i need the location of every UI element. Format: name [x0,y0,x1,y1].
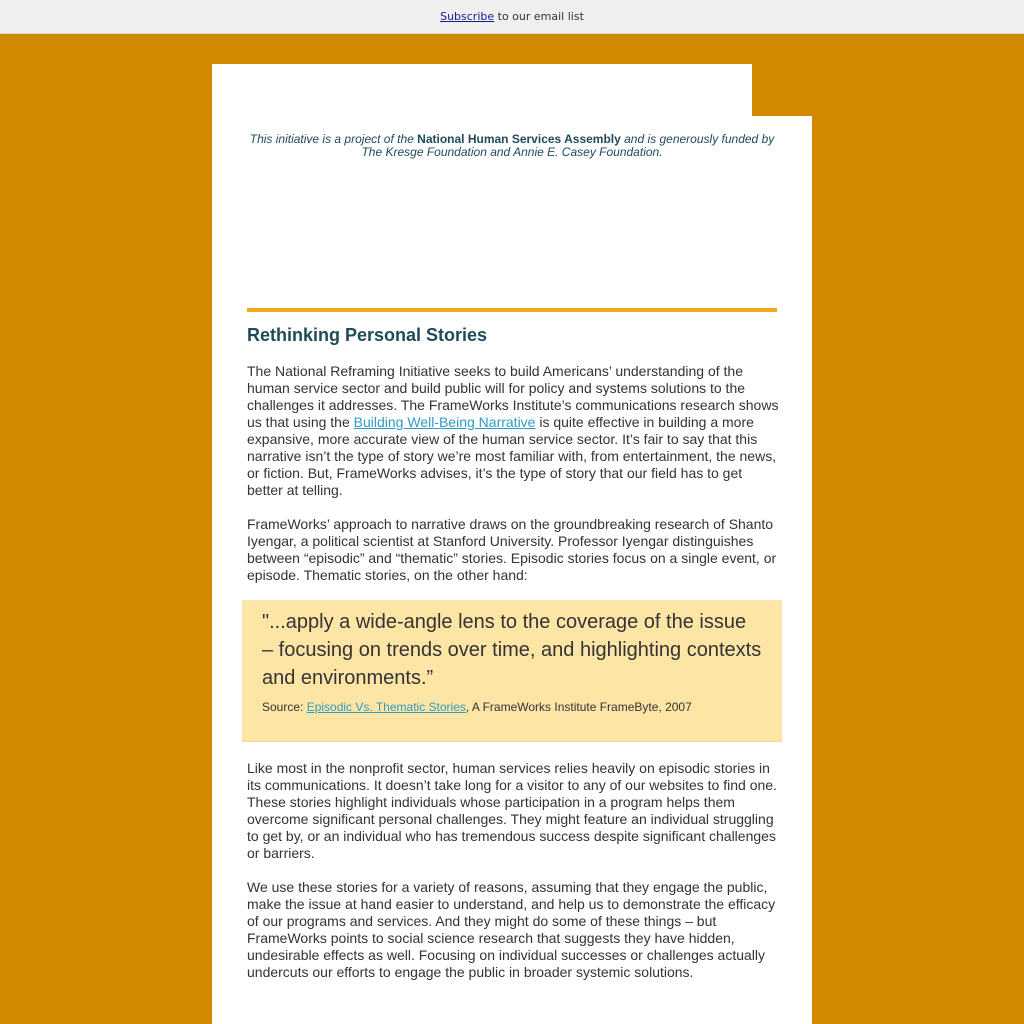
quote-text: "...apply a wide-angle lens to the coverage of the issue – focusing on trends over time, and highlighting contexts and environments.” [262,611,762,689]
building-well-being-link[interactable]: Building Well-Being Narrative [353,414,536,430]
subscribe-bar [0,0,1024,34]
source-label: Source: [262,700,307,714]
paragraph-2: FrameWorks’ approach to narrative draws on the groundbreaking research of Shanto Iyengar, a political scientist at Stanford University. Professor Iyengar distinguishes between “episodic” and “thematic” stories. Episodic stories focus on a single event, or episode. Thematic stories, on the other hand: [247,516,777,583]
paragraph-1 [247,363,779,499]
paragraph-4: We use these stories for a variety of reasons, assuming that they engage the public, make the issue at hand easier to understand, and help us to demonstrate the efficacy of our programs and services. And they might do some of these things – but FrameWorks points to social science research that suggests they have hidden, undesirable effects as well. Focusing on individual successes or challenges actually undercuts our efforts to engage the public in broader systemic solutions. [247,879,776,980]
accent-rule [247,308,777,312]
card-top-tab [212,64,752,124]
credit-funders: and is generously funded by The Kresge Foundation and Annie E. Casey Foundation. [361,132,775,159]
paragraph-3: Like most in the nonprofit sector, human services relies heavily on episodic stories in its communications. It doesn’t take long for a visitor to any of our websites to find one. These stories highlight individuals whose participation in a program helps them overcome significant personal challenges. They might feature an individual struggling to get by, or an individual who has tremendous success despite significant challenges or barriers. [247,760,777,861]
pull-quote [242,600,782,742]
credit-org: National Human Services Assembly [417,132,621,146]
article-title: Rethinking Personal Stories [247,325,488,345]
source-publisher: , A FrameWorks Institute FrameByte, 2007 [465,700,692,714]
credit-intro: This initiative is a project of the [249,132,418,146]
subscribe-text: to our email list [494,10,584,23]
episodic-thematic-link[interactable]: Episodic Vs. Thematic Stories [306,700,466,714]
funding-credit [242,133,782,159]
quote-source [262,700,762,714]
paragraph-1-start: The National Reframing Initiative seeks to build Americans’ understanding of the human service sector and build public will for policy and systems solutions to the challenges it addresses. The FrameWorks Institute’s communications research shows us that using the [247,363,779,430]
subscribe-link[interactable]: Subscribe [440,10,495,23]
paragraph-1-end: is quite effective in building a more expansive, more accurate view of the human service sector. It’s fair to say that this narrative isn’t the type of story we’re most familiar with, from entertainment, the news, or fiction. But, FrameWorks advises, it’s the type of story that our field has to get better at telling. [247,414,777,498]
